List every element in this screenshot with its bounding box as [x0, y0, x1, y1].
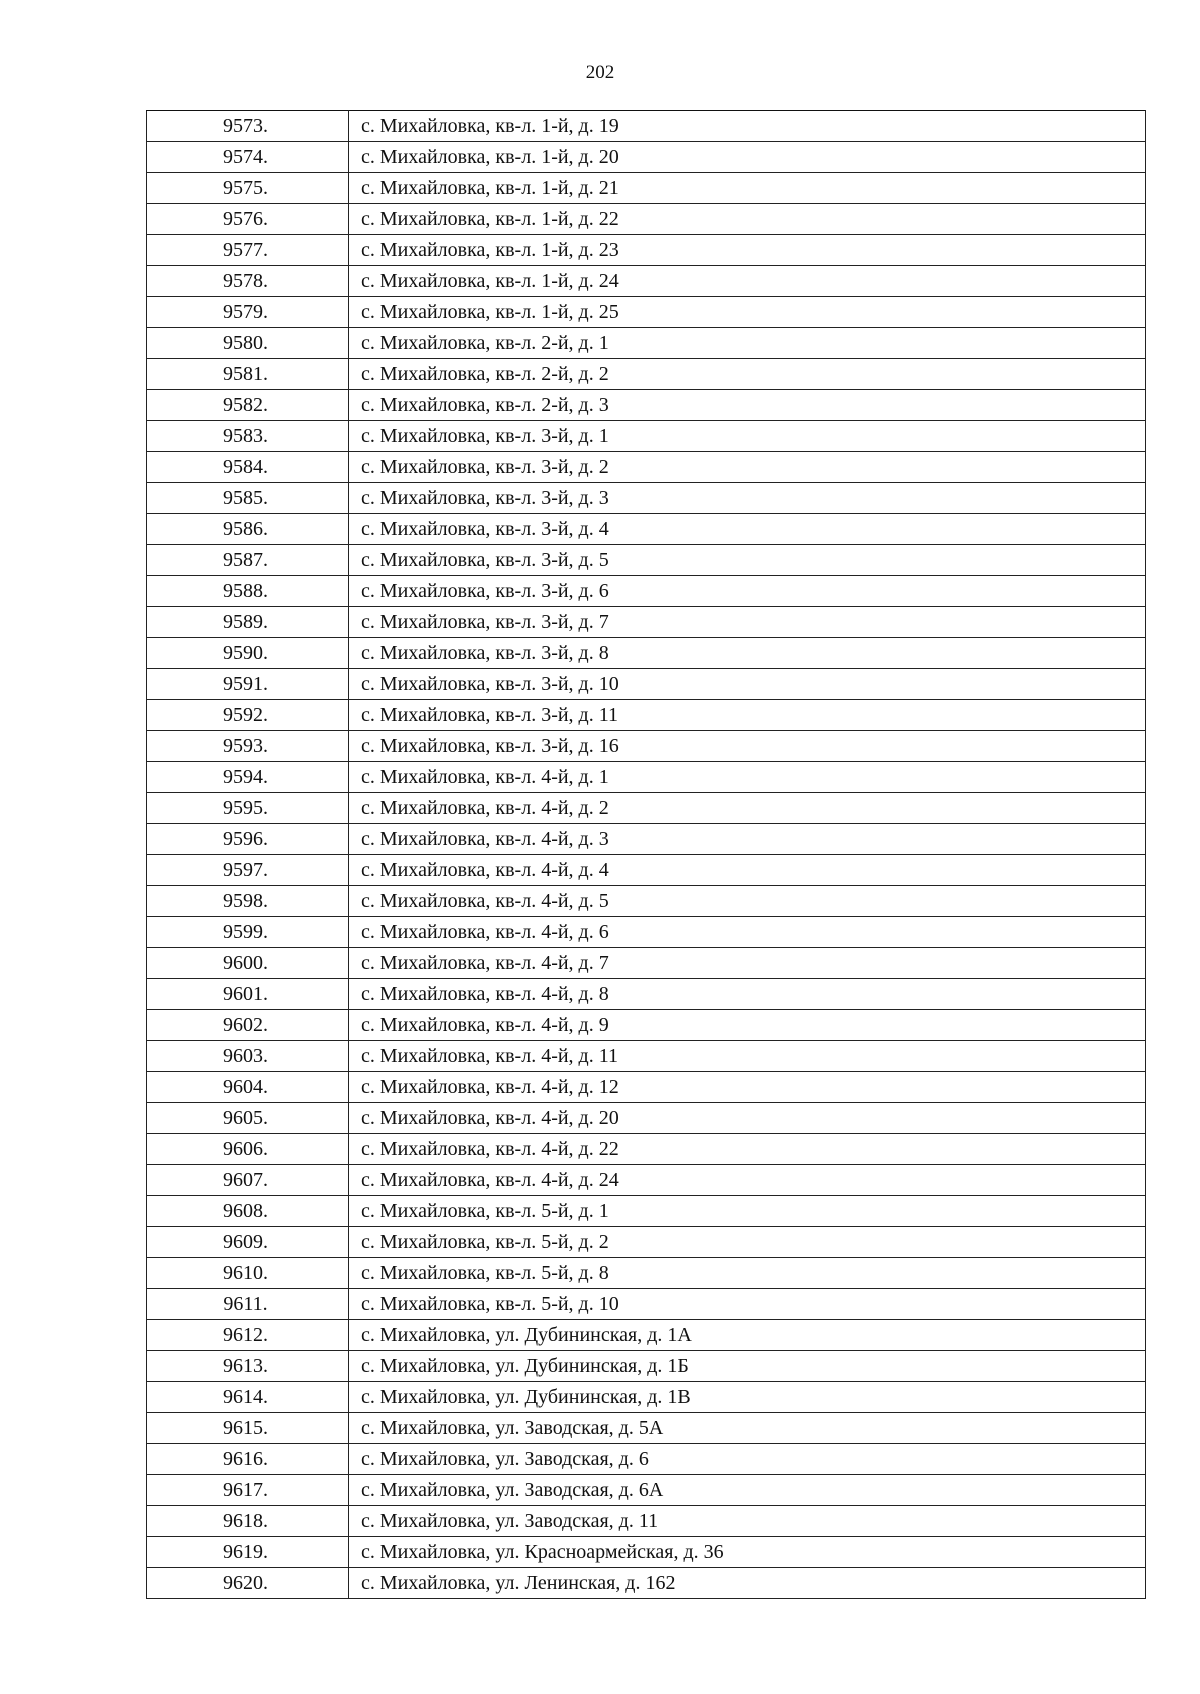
address-cell: с. Михайловка, кв-л. 4-й, д. 12	[349, 1072, 1146, 1103]
table-row	[147, 1382, 1146, 1413]
table-row	[147, 359, 1146, 390]
address-cell: с. Михайловка, кв-л. 4-й, д. 6	[349, 917, 1146, 948]
address-cell: с. Михайловка, ул. Заводская, д. 6	[349, 1444, 1146, 1475]
address-cell: с. Михайловка, кв-л. 1-й, д. 19	[349, 111, 1146, 142]
table-row	[147, 1165, 1146, 1196]
row-number-cell: 9614.	[147, 1382, 349, 1413]
address-cell: с. Михайловка, кв-л. 4-й, д. 24	[349, 1165, 1146, 1196]
row-number-cell: 9618.	[147, 1506, 349, 1537]
table-row	[147, 1351, 1146, 1382]
address-cell: с. Михайловка, кв-л. 3-й, д. 5	[349, 545, 1146, 576]
table-row	[147, 266, 1146, 297]
table-row	[147, 297, 1146, 328]
address-cell: с. Михайловка, кв-л. 3-й, д. 4	[349, 514, 1146, 545]
address-cell: с. Михайловка, кв-л. 3-й, д. 3	[349, 483, 1146, 514]
row-number-cell: 9581.	[147, 359, 349, 390]
table-row	[147, 142, 1146, 173]
table-row	[147, 1413, 1146, 1444]
table-row	[147, 762, 1146, 793]
table-row	[147, 483, 1146, 514]
table-row	[147, 1010, 1146, 1041]
table-row	[147, 1134, 1146, 1165]
address-cell: с. Михайловка, кв-л. 4-й, д. 3	[349, 824, 1146, 855]
address-cell: с. Михайловка, кв-л. 5-й, д. 10	[349, 1289, 1146, 1320]
address-cell: с. Михайловка, кв-л. 4-й, д. 20	[349, 1103, 1146, 1134]
address-cell: с. Михайловка, кв-л. 3-й, д. 7	[349, 607, 1146, 638]
row-number-cell: 9604.	[147, 1072, 349, 1103]
row-number-cell: 9594.	[147, 762, 349, 793]
table-row	[147, 1475, 1146, 1506]
table-row	[147, 1072, 1146, 1103]
address-cell: с. Михайловка, ул. Заводская, д. 6А	[349, 1475, 1146, 1506]
row-number-cell: 9591.	[147, 669, 349, 700]
table-row	[147, 452, 1146, 483]
table-row	[147, 1103, 1146, 1134]
row-number-cell: 9585.	[147, 483, 349, 514]
row-number-cell: 9610.	[147, 1258, 349, 1289]
address-cell: с. Михайловка, ул. Заводская, д. 11	[349, 1506, 1146, 1537]
row-number-cell: 9592.	[147, 700, 349, 731]
address-cell: с. Михайловка, кв-л. 2-й, д. 3	[349, 390, 1146, 421]
table-row	[147, 948, 1146, 979]
address-cell: с. Михайловка, ул. Дубининская, д. 1В	[349, 1382, 1146, 1413]
table-row	[147, 173, 1146, 204]
address-table	[146, 110, 1146, 1599]
row-number-cell: 9588.	[147, 576, 349, 607]
address-cell: с. Михайловка, кв-л. 3-й, д. 8	[349, 638, 1146, 669]
row-number-cell: 9607.	[147, 1165, 349, 1196]
address-cell: с. Михайловка, кв-л. 3-й, д. 11	[349, 700, 1146, 731]
row-number-cell: 9576.	[147, 204, 349, 235]
row-number-cell: 9579.	[147, 297, 349, 328]
address-cell: с. Михайловка, кв-л. 5-й, д. 1	[349, 1196, 1146, 1227]
table-row	[147, 545, 1146, 576]
row-number-cell: 9611.	[147, 1289, 349, 1320]
table-row	[147, 1289, 1146, 1320]
address-cell: с. Михайловка, кв-л. 4-й, д. 9	[349, 1010, 1146, 1041]
row-number-cell: 9620.	[147, 1568, 349, 1599]
row-number-cell: 9587.	[147, 545, 349, 576]
address-cell: с. Михайловка, ул. Красноармейская, д. 36	[349, 1537, 1146, 1568]
table-row	[147, 638, 1146, 669]
row-number-cell: 9580.	[147, 328, 349, 359]
row-number-cell: 9598.	[147, 886, 349, 917]
address-cell: с. Михайловка, кв-л. 4-й, д. 8	[349, 979, 1146, 1010]
row-number-cell: 9601.	[147, 979, 349, 1010]
address-cell: с. Михайловка, ул. Ленинская, д. 162	[349, 1568, 1146, 1599]
address-cell: с. Михайловка, кв-л. 4-й, д. 5	[349, 886, 1146, 917]
table-row	[147, 886, 1146, 917]
address-cell: с. Михайловка, кв-л. 4-й, д. 22	[349, 1134, 1146, 1165]
table-row	[147, 576, 1146, 607]
row-number-cell: 9597.	[147, 855, 349, 886]
address-cell: с. Михайловка, кв-л. 5-й, д. 8	[349, 1258, 1146, 1289]
table-row	[147, 855, 1146, 886]
address-cell: с. Михайловка, кв-л. 4-й, д. 7	[349, 948, 1146, 979]
table-row	[147, 1568, 1146, 1599]
row-number-cell: 9589.	[147, 607, 349, 638]
table-row	[147, 1227, 1146, 1258]
address-cell: с. Михайловка, кв-л. 1-й, д. 23	[349, 235, 1146, 266]
row-number-cell: 9616.	[147, 1444, 349, 1475]
row-number-cell: 9582.	[147, 390, 349, 421]
table-row	[147, 1041, 1146, 1072]
row-number-cell: 9584.	[147, 452, 349, 483]
table-row	[147, 514, 1146, 545]
row-number-cell: 9577.	[147, 235, 349, 266]
table-row	[147, 204, 1146, 235]
row-number-cell: 9600.	[147, 948, 349, 979]
table-row	[147, 793, 1146, 824]
row-number-cell: 9619.	[147, 1537, 349, 1568]
page-number: 202	[585, 62, 615, 83]
table-row	[147, 1258, 1146, 1289]
row-number-cell: 9575.	[147, 173, 349, 204]
address-cell: с. Михайловка, кв-л. 5-й, д. 2	[349, 1227, 1146, 1258]
row-number-cell: 9606.	[147, 1134, 349, 1165]
address-cell: с. Михайловка, кв-л. 1-й, д. 22	[349, 204, 1146, 235]
table-row	[147, 979, 1146, 1010]
row-number-cell: 9583.	[147, 421, 349, 452]
table-row	[147, 1537, 1146, 1568]
row-number-cell: 9602.	[147, 1010, 349, 1041]
address-cell: с. Михайловка, кв-л. 2-й, д. 1	[349, 328, 1146, 359]
table-row	[147, 1444, 1146, 1475]
table-row	[147, 390, 1146, 421]
address-cell: с. Михайловка, кв-л. 1-й, д. 25	[349, 297, 1146, 328]
row-number-cell: 9603.	[147, 1041, 349, 1072]
address-cell: с. Михайловка, кв-л. 4-й, д. 4	[349, 855, 1146, 886]
table-row	[147, 328, 1146, 359]
row-number-cell: 9573.	[147, 111, 349, 142]
row-number-cell: 9586.	[147, 514, 349, 545]
address-cell: с. Михайловка, кв-л. 2-й, д. 2	[349, 359, 1146, 390]
table-row	[147, 700, 1146, 731]
row-number-cell: 9615.	[147, 1413, 349, 1444]
row-number-cell: 9605.	[147, 1103, 349, 1134]
table-row	[147, 235, 1146, 266]
table-row	[147, 421, 1146, 452]
row-number-cell: 9608.	[147, 1196, 349, 1227]
row-number-cell: 9609.	[147, 1227, 349, 1258]
row-number-cell: 9593.	[147, 731, 349, 762]
address-cell: с. Михайловка, кв-л. 3-й, д. 2	[349, 452, 1146, 483]
row-number-cell: 9612.	[147, 1320, 349, 1351]
address-cell: с. Михайловка, ул. Заводская, д. 5А	[349, 1413, 1146, 1444]
address-cell: с. Михайловка, кв-л. 4-й, д. 2	[349, 793, 1146, 824]
table-row	[147, 1506, 1146, 1537]
row-number-cell: 9599.	[147, 917, 349, 948]
table-row	[147, 111, 1146, 142]
address-cell: с. Михайловка, ул. Дубининская, д. 1Б	[349, 1351, 1146, 1382]
row-number-cell: 9596.	[147, 824, 349, 855]
row-number-cell: 9595.	[147, 793, 349, 824]
address-cell: с. Михайловка, кв-л. 1-й, д. 24	[349, 266, 1146, 297]
row-number-cell: 9574.	[147, 142, 349, 173]
address-cell: с. Михайловка, кв-л. 1-й, д. 21	[349, 173, 1146, 204]
row-number-cell: 9578.	[147, 266, 349, 297]
address-cell: с. Михайловка, кв-л. 4-й, д. 1	[349, 762, 1146, 793]
row-number-cell: 9617.	[147, 1475, 349, 1506]
table-row	[147, 1196, 1146, 1227]
table-row	[147, 731, 1146, 762]
row-number-cell: 9590.	[147, 638, 349, 669]
address-cell: с. Михайловка, кв-л. 3-й, д. 10	[349, 669, 1146, 700]
address-table-body	[147, 111, 1146, 1599]
table-row	[147, 669, 1146, 700]
address-cell: с. Михайловка, кв-л. 1-й, д. 20	[349, 142, 1146, 173]
table-row	[147, 824, 1146, 855]
row-number-cell: 9613.	[147, 1351, 349, 1382]
table-row	[147, 1320, 1146, 1351]
address-cell: с. Михайловка, кв-л. 3-й, д. 1	[349, 421, 1146, 452]
address-cell: с. Михайловка, ул. Дубининская, д. 1А	[349, 1320, 1146, 1351]
address-cell: с. Михайловка, кв-л. 3-й, д. 16	[349, 731, 1146, 762]
address-cell: с. Михайловка, кв-л. 3-й, д. 6	[349, 576, 1146, 607]
table-row	[147, 917, 1146, 948]
table-row	[147, 607, 1146, 638]
address-cell: с. Михайловка, кв-л. 4-й, д. 11	[349, 1041, 1146, 1072]
